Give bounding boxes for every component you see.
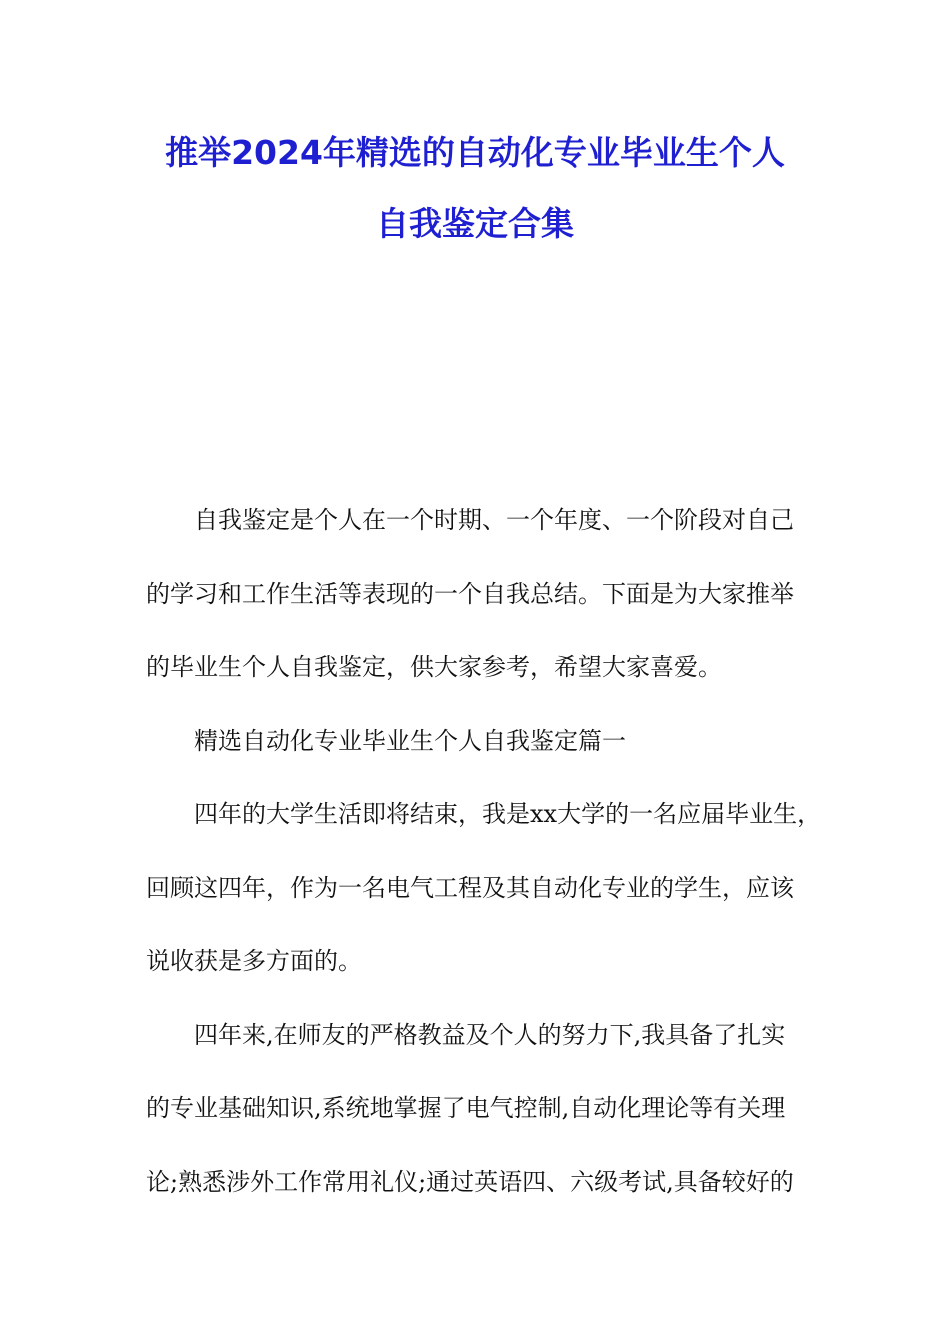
paragraph-line: 四年来,在师友的严格教益及个人的努力下,我具备了扎实 xyxy=(194,1020,786,1049)
document-title-line-2: 自我鉴定合集 xyxy=(376,204,574,243)
paragraph-line: 说收获是多方面的。 xyxy=(146,947,362,975)
paragraph-intro-line: 的毕业生个人自我鉴定，供大家参考，希望大家喜爱。 xyxy=(146,653,722,681)
document-title-line-1: 推举2024年精选的自动化专业毕业生个人 xyxy=(165,133,785,172)
paragraph-intro-line: 的学习和工作生活等表现的一个自我总结。下面是为大家推举 xyxy=(146,579,794,608)
document-body xyxy=(146,484,826,1219)
section-heading: 精选自动化专业毕业生个人自我鉴定篇一 xyxy=(194,726,626,755)
paragraph-line: 回顾这四年，作为一名电气工程及其自动化专业的学生，应该 xyxy=(146,873,794,902)
paragraph-line: 论;熟悉涉外工作常用礼仪;通过英语四、六级考试,具备较好的 xyxy=(146,1167,794,1196)
paragraph-line: 的专业基础知识,系统地掌握了电气控制,自动化理论等有关理 xyxy=(146,1094,786,1122)
paragraph-line: 四年的大学生活即将结束，我是xx大学的一名应届毕业生， xyxy=(194,800,822,828)
paragraph-intro-line: 自我鉴定是个人在一个时期、一个年度、一个阶段对自己 xyxy=(194,506,794,534)
